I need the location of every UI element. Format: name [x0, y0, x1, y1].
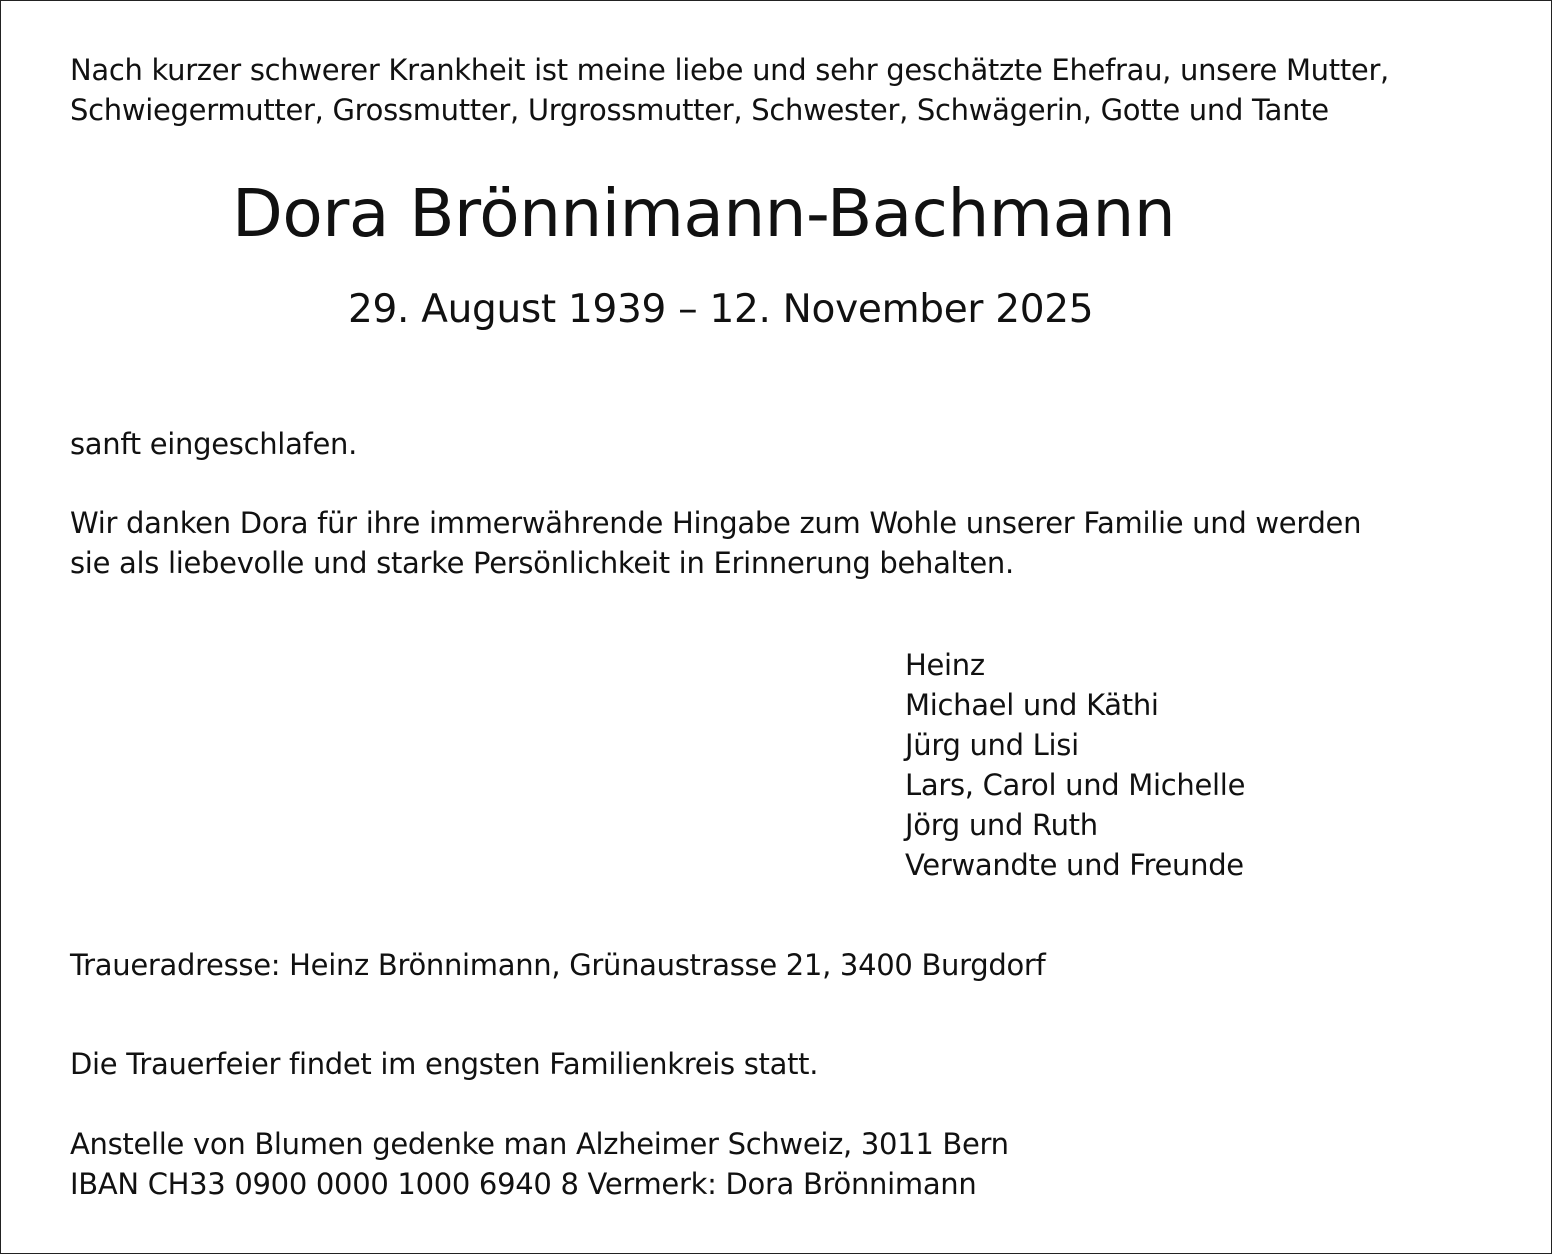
- mourning-address: Traueradresse: Heinz Brönnimann, Grünaustrasse 21, 3400 Burgdorf: [70, 948, 1046, 982]
- deceased-name: Dora Brönnimann-Bachmann: [232, 175, 1176, 252]
- mourner-entry: Verwandte und Freunde: [905, 848, 1244, 882]
- mourner-entry: Jürg und Lisi: [905, 728, 1079, 762]
- donation-line-2: IBAN CH33 0900 0000 1000 6940 8 Vermerk: Dora Brönnimann: [70, 1167, 977, 1201]
- thanks-line-1: Wir danken Dora für ihre immerwährende Hingabe zum Wohle unserer Familie und werden: [70, 506, 1362, 540]
- mourners-list: [905, 645, 1245, 885]
- mourner-entry: Jörg und Ruth: [905, 808, 1098, 842]
- intro-line-1: Nach kurzer schwerer Krankheit ist meine liebe und sehr geschätzte Ehefrau, unsere Mutter,: [70, 53, 1389, 87]
- donation-line-1: Anstelle von Blumen gedenke man Alzheimer Schweiz, 3011 Bern: [70, 1127, 1009, 1161]
- intro-line-2: Schwiegermutter, Grossmutter, Urgrossmutter, Schwester, Schwägerin, Gotte und Tante: [70, 93, 1329, 127]
- ceremony-note: Die Trauerfeier findet im engsten Familienkreis statt.: [70, 1047, 819, 1081]
- mourner-entry: Heinz: [905, 648, 985, 682]
- passed-text: sanft eingeschlafen.: [70, 427, 357, 461]
- mourner-entry: Michael und Käthi: [905, 688, 1159, 722]
- mourner-entry: Lars, Carol und Michelle: [905, 768, 1246, 802]
- thanks-line-2: sie als liebevolle und starke Persönlichkeit in Erinnerung behalten.: [70, 546, 1014, 580]
- life-dates: 29. August 1939 – 12. November 2025: [348, 287, 1094, 332]
